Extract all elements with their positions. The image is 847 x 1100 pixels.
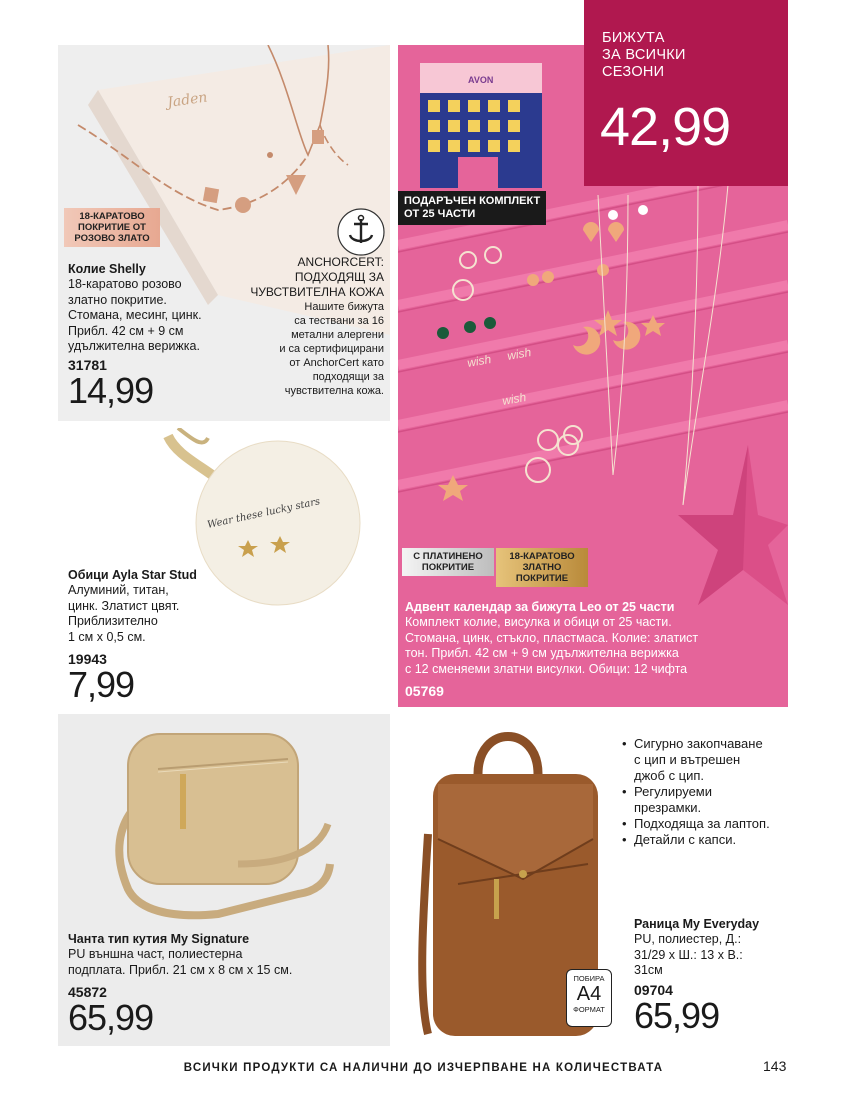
- desc-line: Прибл. 42 см + 9 см: [68, 323, 184, 338]
- backpack-info: [634, 917, 759, 1034]
- page-number: 143: [763, 1058, 787, 1074]
- desc-line: удължителна верижка.: [68, 339, 200, 353]
- badge-line: С ПЛАТИНЕНО: [413, 551, 483, 562]
- a4-main-text: А4: [576, 983, 602, 1005]
- desc-line: Алуминий, титан,: [68, 583, 169, 597]
- bag-info: [68, 932, 292, 1036]
- pendant-text: Jaden: [166, 89, 209, 111]
- earrings-info: [68, 568, 197, 703]
- desc-line: Приблизително: [68, 614, 158, 628]
- product-price: 7,99: [68, 664, 135, 705]
- desc-line: 31см: [634, 963, 663, 977]
- anchor-text: от AnchorCert като: [289, 357, 384, 369]
- wish-text: wish: [506, 344, 533, 363]
- anchor-text: подходящи за: [312, 371, 384, 383]
- anchor-heading: ПОДХОДЯЩ ЗА: [294, 270, 384, 284]
- product-code: 05769: [405, 683, 444, 699]
- desc-line: PU, полиестер, Д.:: [634, 932, 742, 946]
- desc-line: с 12 сменяеми златни висулки. Обици: 12 чифта: [405, 661, 688, 676]
- desc-line: 1 см х 0,5 см.: [68, 629, 146, 644]
- box-brand: AVON: [468, 75, 494, 85]
- anchor-text: метални алергени: [291, 329, 384, 341]
- feature-item: • Сигурно закопчаване: [622, 736, 770, 752]
- desc-line: Стомана, месинг, цинк.: [68, 308, 202, 322]
- promo-heading-line: СЕЗОНИ: [602, 64, 665, 80]
- rose-gold-badge: [64, 208, 160, 247]
- promo-price-box: [584, 0, 788, 186]
- product-code: 09704: [634, 981, 673, 998]
- desc-line: 31/29 х Ш.: 13 х В.:: [634, 947, 743, 962]
- feature-item: презрамки.: [634, 800, 702, 815]
- necklace-panel: [58, 45, 390, 421]
- feature-item: • Регулируеми: [622, 784, 770, 800]
- platinum-badge: [402, 548, 494, 576]
- product-title: Адвент календар за бижута Leo от 25 части: [405, 600, 675, 614]
- desc-line: 18-каратово розово: [68, 277, 182, 291]
- anchor-icon: [336, 207, 386, 257]
- desc-line: златно покритие.: [68, 292, 167, 307]
- badge-line: ПОКРИТИЕ: [515, 573, 569, 584]
- anchor-text: Нашите бижута: [304, 301, 384, 313]
- gift-set-label: [398, 191, 546, 225]
- product-code: 19943: [68, 651, 107, 667]
- wish-text: wish: [466, 351, 493, 370]
- desc-line: Комплект колие, висулка и обици от 25 части.: [405, 615, 672, 629]
- backpack-panel: [398, 714, 788, 1046]
- product-title: Обици Ayla Star Stud: [68, 568, 197, 582]
- a4-bottom-text: ФОРМАТ: [573, 1005, 605, 1014]
- anchor-heading: ANCHORCERT:: [297, 255, 384, 269]
- product-price: 14,99: [68, 369, 154, 411]
- gift-set-line: ОТ 25 ЧАСТИ: [404, 208, 476, 220]
- badge-line: РОЗОВО ЗЛАТО: [74, 233, 150, 244]
- advent-info: [405, 600, 698, 699]
- product-title: Раница My Everyday: [634, 917, 760, 931]
- badge-line: 18-КАРАТОВО: [509, 551, 575, 562]
- gift-set-line: ПОДАРЪЧЕН КОМПЛЕКТ: [404, 195, 541, 207]
- wish-text: wish: [501, 389, 528, 408]
- availability-footer: ВСИЧКИ ПРОДУКТИ СА НАЛИЧНИ ДО ИЗЧЕРПВАНЕ НА КОЛИЧЕСТВАТА: [183, 1062, 664, 1074]
- anchor-text: са тествани за 16: [294, 315, 384, 327]
- feature-item: джоб с цип.: [634, 768, 705, 783]
- product-title: Колие Shelly: [68, 262, 146, 276]
- a4-size-badge: [566, 969, 612, 1027]
- earrings-panel: [58, 428, 390, 707]
- anchor-text: чувствителна кожа.: [284, 385, 384, 397]
- desc-line: цинк. Златист цвят.: [68, 598, 180, 613]
- product-price: 65,99: [68, 997, 154, 1038]
- promo-heading-line: ЗА ВСИЧКИ: [602, 47, 686, 63]
- product-code: 31781: [68, 356, 107, 373]
- necklace-info: [68, 262, 202, 409]
- desc-line: подплата. Прибл. 21 см х 8 см х 15 см.: [68, 962, 293, 977]
- product-code: 45872: [68, 984, 107, 1000]
- desc-line: тон. Прибл. 42 см + 9 см удължителна верижка: [405, 646, 679, 660]
- anchor-heading: ЧУВСТВИТЕЛНА КОЖА: [250, 285, 384, 299]
- feature-item: с цип и вътрешен: [634, 752, 741, 767]
- a4-top-text: ПОБИРА: [573, 974, 605, 983]
- badge-line: 18-КАРАТОВО: [79, 211, 145, 222]
- badge-line: ПОКРИТИЕ ОТ: [78, 222, 146, 233]
- desc-line: Стомана, цинк, стъкло, пластмаса. Колие: златист: [405, 630, 699, 645]
- gold-badge: [496, 548, 588, 587]
- bag-panel: [58, 714, 390, 1046]
- promo-price: 42,99: [600, 97, 731, 157]
- desc-line: PU външна част, полиестерна: [68, 947, 243, 961]
- badge-line: ПОКРИТИЕ: [421, 562, 475, 573]
- product-title: Чанта тип кутия My Signature: [68, 932, 250, 946]
- anchorcert-block: [250, 255, 384, 398]
- badge-line: ЗЛАТНО: [522, 562, 562, 573]
- feature-item: • Подходяща за лаптоп.: [622, 816, 770, 832]
- feature-list: [622, 736, 770, 848]
- feature-item: • Детайли с капси.: [622, 832, 770, 848]
- product-price: 65,99: [634, 994, 720, 1036]
- card-text: Wear these lucky stars: [206, 496, 322, 531]
- promo-heading: [602, 30, 686, 81]
- promo-heading-line: БИЖУТА: [602, 30, 665, 46]
- anchor-text: и са сертифицирани: [279, 343, 384, 355]
